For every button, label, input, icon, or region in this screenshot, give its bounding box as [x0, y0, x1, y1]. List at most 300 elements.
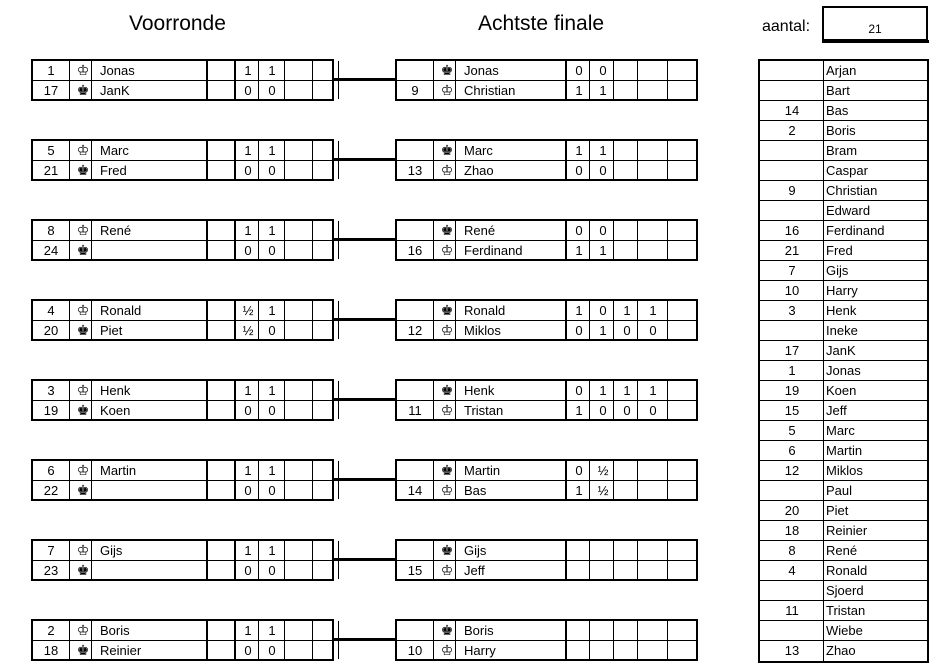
voorronde-match [31, 299, 334, 341]
score-cell[interactable]: 0 [268, 83, 276, 98]
score-cell[interactable] [641, 481, 665, 500]
aantal-field[interactable]: 21 [822, 6, 928, 41]
list-item[interactable] [760, 201, 927, 221]
white-king-icon: ♔ [76, 222, 90, 238]
score-cell[interactable]: 0 [599, 163, 607, 178]
player-name[interactable]: Gijs [100, 543, 123, 558]
black-king-icon: ♚ [76, 642, 90, 658]
player-name[interactable]: Ferdinand [464, 243, 523, 258]
score-cell[interactable]: 1 [244, 383, 252, 398]
player-name: Sjoerd [826, 583, 864, 598]
score-cell[interactable]: 1 [599, 143, 607, 158]
match-row [33, 221, 332, 240]
player-name[interactable]: Martin [100, 463, 137, 478]
score-cell[interactable] [641, 81, 665, 100]
player-number: 19 [784, 383, 800, 398]
score-cell[interactable] [591, 621, 615, 640]
white-king-icon: ♔ [440, 242, 454, 258]
score-cell[interactable]: 1 [268, 383, 276, 398]
score-cell[interactable]: 1 [268, 63, 276, 78]
seed-number: 19 [43, 403, 59, 418]
score-cell[interactable]: 0 [244, 483, 252, 498]
seed-number: 4 [47, 303, 55, 318]
score-cell[interactable] [641, 461, 665, 480]
black-king-icon: ♚ [76, 82, 90, 98]
player-name[interactable] [100, 241, 210, 260]
score-cell[interactable]: 0 [623, 323, 631, 338]
seed-number [397, 381, 433, 400]
score-cell[interactable]: 1 [268, 623, 276, 638]
score-cell[interactable]: 0 [599, 223, 607, 238]
player-number: 18 [784, 523, 800, 538]
player-name: Arjan [826, 63, 857, 78]
score-cell[interactable] [641, 141, 665, 160]
player-name: Jeff [826, 403, 847, 418]
score-cell[interactable]: 1 [268, 303, 276, 318]
score-cell[interactable]: 0 [649, 403, 657, 418]
seed-number: 23 [43, 563, 59, 578]
match-row [33, 401, 332, 420]
seed-number: 14 [407, 483, 423, 498]
player-name[interactable]: Miklos [464, 323, 501, 338]
player-number: 6 [788, 443, 796, 458]
list-item[interactable] [760, 141, 927, 161]
player-name: Ronald [826, 563, 868, 578]
score-cell[interactable]: ½ [242, 323, 254, 338]
score-cell[interactable]: 1 [575, 83, 583, 98]
white-king-icon: ♔ [440, 82, 454, 98]
score-cell[interactable]: 0 [575, 463, 583, 478]
score-cell[interactable]: 0 [599, 63, 607, 78]
seed-number: 5 [47, 143, 55, 158]
score-cell[interactable]: 0 [268, 323, 276, 338]
score-cell[interactable]: 1 [575, 303, 583, 318]
score-cell[interactable]: 1 [623, 383, 631, 398]
player-number: 11 [785, 603, 799, 618]
white-king-icon: ♔ [76, 142, 90, 158]
score-cell[interactable]: 0 [268, 163, 276, 178]
score-cell[interactable] [641, 241, 665, 260]
score-cell[interactable]: 0 [575, 323, 583, 338]
achtste-finale-match [395, 459, 698, 501]
match-row [397, 321, 696, 340]
seed-number [397, 141, 433, 160]
match-row [397, 61, 696, 80]
player-name[interactable]: Henk [100, 383, 131, 398]
score-cell[interactable] [615, 461, 639, 480]
score-cell[interactable]: 0 [623, 403, 631, 418]
score-cell[interactable] [591, 541, 615, 560]
white-king-icon: ♔ [76, 622, 90, 638]
score-cell[interactable]: 0 [268, 243, 276, 258]
player-name[interactable]: Ronald [464, 303, 506, 318]
seed-number: 15 [407, 563, 423, 578]
score-cell[interactable]: 0 [244, 243, 252, 258]
match-row [33, 561, 332, 580]
match-row [397, 461, 696, 480]
player-name[interactable]: Fred [100, 163, 127, 178]
score-cell[interactable] [615, 621, 639, 640]
match-row [397, 301, 696, 320]
list-item[interactable] [760, 481, 927, 501]
black-king-icon: ♚ [76, 162, 90, 178]
match-row [33, 541, 332, 560]
player-name[interactable]: Harry [464, 643, 496, 658]
match-row [397, 541, 696, 560]
player-name[interactable]: Christian [464, 83, 516, 98]
player-name: René [826, 543, 858, 558]
match-row [397, 561, 696, 580]
score-cell[interactable]: 1 [244, 463, 252, 478]
score-cell[interactable]: 1 [575, 403, 583, 418]
player-name: Ferdinand [826, 223, 885, 238]
list-item[interactable] [760, 621, 927, 641]
score-cell[interactable]: 0 [268, 483, 276, 498]
match-row [33, 381, 332, 400]
score-cell[interactable]: 1 [599, 323, 607, 338]
score-cell[interactable] [615, 561, 639, 580]
bracket-connector [332, 638, 395, 641]
score-cell[interactable] [567, 561, 591, 580]
white-king-icon: ♔ [76, 62, 90, 78]
match-row [33, 481, 332, 500]
score-cell[interactable]: 1 [244, 543, 252, 558]
score-cell[interactable]: 0 [244, 403, 252, 418]
seed-number: 6 [47, 463, 55, 478]
list-item[interactable] [760, 301, 927, 321]
player-number: 2 [788, 123, 796, 138]
list-item[interactable] [760, 501, 927, 521]
score-cell[interactable]: 1 [244, 63, 252, 78]
match-row [397, 621, 696, 640]
match-row [33, 461, 332, 480]
match-row [397, 81, 696, 100]
list-item[interactable] [760, 181, 927, 201]
player-name: Ineke [826, 323, 858, 338]
score-cell[interactable]: 1 [268, 143, 276, 158]
score-cell[interactable]: 0 [599, 403, 607, 418]
player-name[interactable]: Boris [100, 623, 130, 638]
score-cell[interactable]: 1 [244, 623, 252, 638]
list-item[interactable] [760, 161, 927, 181]
player-number: 14 [784, 103, 800, 118]
list-item[interactable] [760, 561, 927, 581]
bracket-connector [332, 158, 395, 161]
list-item[interactable] [760, 441, 927, 461]
score-cell[interactable]: 0 [244, 163, 252, 178]
bracket-connector [332, 478, 395, 481]
black-king-icon: ♚ [440, 382, 454, 398]
score-cell[interactable]: 1 [649, 303, 657, 318]
score-cell[interactable]: 0 [244, 83, 252, 98]
player-name: Gijs [826, 263, 849, 278]
player-name[interactable]: René [464, 223, 496, 238]
seed-number: 1 [47, 63, 55, 78]
seed-number: 21 [43, 163, 59, 178]
player-number: 13 [784, 643, 800, 658]
black-king-icon: ♚ [440, 62, 454, 78]
black-king-icon: ♚ [440, 542, 454, 558]
white-king-icon: ♔ [440, 162, 454, 178]
score-cell[interactable] [641, 61, 665, 80]
match-row [33, 241, 332, 260]
score-cell[interactable]: 1 [623, 303, 631, 318]
list-item[interactable] [760, 601, 927, 621]
white-king-icon: ♔ [440, 562, 454, 578]
bracket-connector [332, 398, 395, 401]
player-name[interactable]: Boris [464, 623, 494, 638]
list-item[interactable] [760, 281, 927, 301]
seed-number: 2 [47, 623, 55, 638]
player-name: Bram [826, 143, 858, 158]
player-name[interactable]: Marc [464, 143, 493, 158]
player-number: 17 [784, 343, 800, 358]
player-name: Fred [826, 243, 853, 258]
seed-number [397, 461, 433, 480]
score-cell[interactable]: 1 [575, 243, 583, 258]
voorronde-match [31, 459, 334, 501]
match-row [397, 381, 696, 400]
score-cell[interactable]: 0 [575, 223, 583, 238]
match-row [397, 241, 696, 260]
player-name[interactable]: Marc [100, 143, 129, 158]
score-cell[interactable]: 0 [649, 323, 657, 338]
voorronde-match [31, 139, 334, 181]
match-row [397, 221, 696, 240]
list-item[interactable] [760, 461, 927, 481]
player-number: 15 [784, 403, 800, 418]
bracket-connector [332, 558, 395, 561]
score-cell[interactable]: 0 [268, 563, 276, 578]
voorronde-match [31, 59, 334, 101]
list-item[interactable] [760, 121, 927, 141]
list-item[interactable] [760, 241, 927, 261]
match-row [33, 301, 332, 320]
player-name[interactable]: Koen [100, 403, 131, 418]
score-cell[interactable]: 0 [575, 163, 583, 178]
seed-number [397, 301, 433, 320]
voorronde-match [31, 619, 334, 661]
seed-number: 3 [47, 383, 55, 398]
player-name: Caspar [826, 163, 868, 178]
achtste-finale-match [395, 299, 698, 341]
player-name[interactable]: Jonas [464, 63, 499, 78]
player-number: 21 [784, 243, 800, 258]
score-cell[interactable] [641, 541, 665, 560]
player-name[interactable]: Jeff [464, 563, 485, 578]
seed-number: 24 [43, 243, 59, 258]
list-item[interactable] [760, 421, 927, 441]
score-cell[interactable]: 1 [649, 383, 657, 398]
player-name: Wiebe [826, 623, 863, 638]
player-name: Koen [826, 383, 857, 398]
match-row [33, 141, 332, 160]
black-king-icon: ♚ [440, 302, 454, 318]
list-item[interactable] [760, 261, 927, 281]
score-cell[interactable]: 1 [244, 223, 252, 238]
black-king-icon: ♚ [440, 622, 454, 638]
player-name[interactable]: Jonas [100, 63, 135, 78]
seed-number: 20 [43, 323, 59, 338]
player-name: Marc [826, 423, 855, 438]
match-row [33, 81, 332, 100]
achtste-finale-title: Achtste finale [478, 12, 605, 35]
player-name[interactable]: Tristan [464, 403, 504, 418]
player-name[interactable]: Zhao [464, 163, 494, 178]
list-item[interactable] [760, 581, 927, 601]
player-number: 10 [784, 283, 800, 298]
voorronde-match [31, 219, 334, 261]
score-cell[interactable] [615, 641, 639, 660]
player-name[interactable]: Piet [100, 323, 123, 338]
player-name[interactable]: Martin [464, 463, 501, 478]
player-name: Harry [826, 283, 858, 298]
voorronde-title: Voorronde [129, 12, 226, 35]
player-name: Jonas [826, 363, 861, 378]
player-number: 5 [788, 423, 796, 438]
player-name[interactable]: JanK [100, 83, 130, 98]
player-name: JanK [826, 343, 856, 358]
list-item[interactable] [760, 521, 927, 541]
score-cell[interactable] [615, 481, 639, 500]
score-cell[interactable]: ½ [597, 483, 609, 498]
list-item[interactable] [760, 401, 927, 421]
seed-number: 7 [47, 543, 55, 558]
black-king-icon: ♚ [76, 562, 90, 578]
seed-number: 11 [408, 403, 422, 418]
black-king-icon: ♚ [76, 322, 90, 338]
score-cell[interactable]: 1 [599, 383, 607, 398]
achtste-finale-match [395, 539, 698, 581]
seed-number [397, 61, 433, 80]
score-cell[interactable]: 1 [244, 143, 252, 158]
seed-number: 16 [407, 243, 423, 258]
list-item[interactable] [760, 541, 927, 561]
score-cell[interactable] [641, 221, 665, 240]
list-item[interactable] [760, 641, 927, 661]
player-name: Paul [826, 483, 853, 498]
player-name: Reinier [826, 523, 868, 538]
score-cell[interactable]: 1 [575, 143, 583, 158]
player-number: 3 [788, 303, 796, 318]
voorronde-match [31, 539, 334, 581]
player-name[interactable]: Henk [464, 383, 495, 398]
seed-number: 12 [407, 323, 423, 338]
score-cell[interactable] [641, 561, 665, 580]
seed-number: 22 [43, 483, 59, 498]
seed-number: 17 [43, 83, 59, 98]
list-item[interactable] [760, 341, 927, 361]
player-name[interactable]: Gijs [464, 543, 487, 558]
player-name[interactable] [100, 561, 210, 580]
list-item[interactable] [760, 61, 927, 81]
player-name: Piet [826, 503, 849, 518]
player-number: 16 [784, 223, 800, 238]
seed-number: 10 [407, 643, 423, 658]
score-cell[interactable]: 0 [268, 643, 276, 658]
score-cell[interactable]: ½ [597, 463, 609, 478]
seed-number: 8 [47, 223, 55, 238]
seed-number: 18 [43, 643, 59, 658]
score-cell[interactable]: 1 [268, 223, 276, 238]
score-cell[interactable] [591, 561, 615, 580]
player-number: 12 [784, 463, 800, 478]
score-cell[interactable]: 0 [575, 383, 583, 398]
match-row [397, 481, 696, 500]
score-cell[interactable] [567, 541, 591, 560]
player-number: 20 [784, 503, 800, 518]
score-cell[interactable]: 1 [599, 83, 607, 98]
black-king-icon: ♚ [440, 142, 454, 158]
score-cell[interactable]: 0 [244, 643, 252, 658]
player-name: Christian [826, 183, 878, 198]
list-item[interactable] [760, 381, 927, 401]
score-cell[interactable]: 1 [575, 483, 583, 498]
score-cell[interactable] [615, 61, 639, 80]
score-cell[interactable] [615, 241, 639, 260]
match-row [33, 621, 332, 640]
score-cell[interactable]: 0 [268, 403, 276, 418]
bracket-connector [332, 238, 395, 241]
white-king-icon: ♔ [76, 542, 90, 558]
list-item[interactable] [760, 221, 927, 241]
black-king-icon: ♚ [440, 462, 454, 478]
white-king-icon: ♔ [440, 322, 454, 338]
score-cell[interactable] [615, 141, 639, 160]
black-king-icon: ♚ [76, 402, 90, 418]
score-cell[interactable]: 1 [268, 463, 276, 478]
player-name[interactable] [100, 481, 210, 500]
player-number: 1 [788, 363, 796, 378]
score-cell[interactable]: ½ [242, 303, 254, 318]
seed-number [397, 221, 433, 240]
player-number: 7 [788, 263, 796, 278]
player-name: Miklos [826, 463, 863, 478]
player-name[interactable]: Reinier [100, 643, 142, 658]
white-king-icon: ♔ [76, 382, 90, 398]
match-row [397, 141, 696, 160]
score-cell[interactable] [615, 161, 639, 180]
player-name[interactable]: Bas [464, 483, 487, 498]
list-item[interactable] [760, 321, 927, 341]
score-cell[interactable] [591, 641, 615, 660]
score-cell[interactable] [641, 641, 665, 660]
score-cell[interactable] [641, 161, 665, 180]
voorronde-match [31, 379, 334, 421]
bracket-connector [332, 78, 395, 81]
list-item[interactable] [760, 101, 927, 121]
player-name: Boris [826, 123, 856, 138]
score-cell[interactable] [567, 621, 591, 640]
score-cell[interactable] [615, 221, 639, 240]
score-cell[interactable]: 0 [599, 303, 607, 318]
list-item[interactable] [760, 81, 927, 101]
score-cell[interactable] [641, 621, 665, 640]
score-cell[interactable]: 1 [599, 243, 607, 258]
score-cell[interactable] [567, 641, 591, 660]
score-cell[interactable]: 1 [268, 543, 276, 558]
player-name: Bart [826, 83, 850, 98]
achtste-finale-match [395, 379, 698, 421]
score-cell[interactable]: 0 [244, 563, 252, 578]
match-row [33, 161, 332, 180]
list-item[interactable] [760, 361, 927, 381]
score-cell[interactable] [615, 81, 639, 100]
score-cell[interactable] [615, 541, 639, 560]
player-name[interactable]: René [100, 223, 132, 238]
score-cell[interactable]: 0 [575, 63, 583, 78]
player-name[interactable]: Ronald [100, 303, 142, 318]
